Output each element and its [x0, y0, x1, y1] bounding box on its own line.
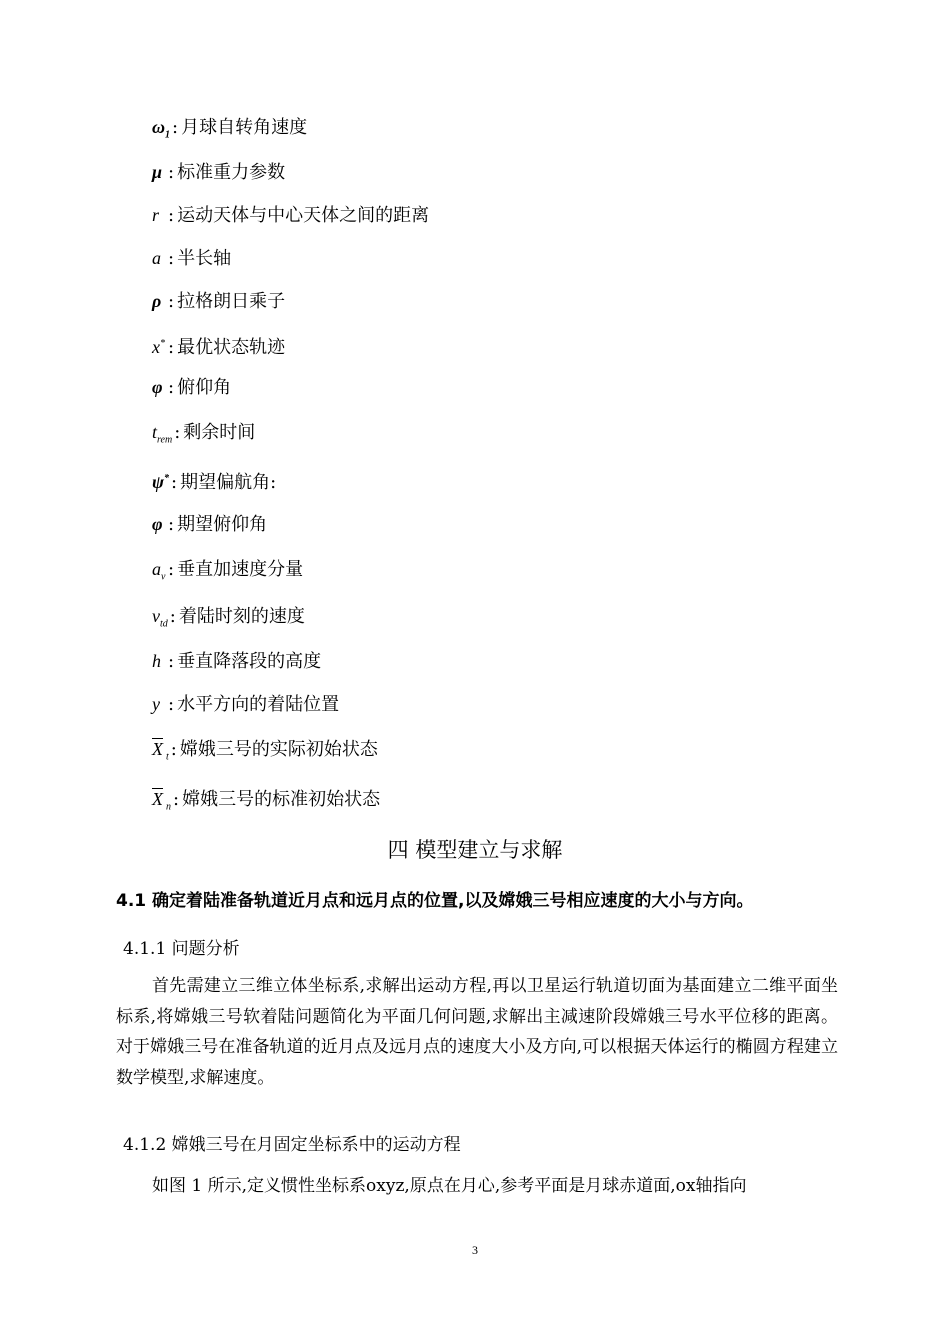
definition-colon: : — [169, 606, 176, 627]
symbol-base: φ — [152, 377, 163, 397]
symbol-subscript: td — [160, 618, 168, 630]
heading-4-1-1: 4.1.1 问题分析 — [123, 939, 240, 959]
symbol-subscript: 1 — [165, 129, 171, 141]
symbol-base: y — [152, 694, 160, 714]
section-title: 四 模型建立与求解 — [387, 838, 563, 862]
paragraph-problem-analysis: 首先需建立三维立体坐标系,求解出运动方程,再以卫星运行轨道切面为基面建立二维平面坐标系,将嫦娥三号软着陆问题简化为平面几何问题,求解出主减速阶段嫦娥三号水平位移的距离。对于嫦娥三号在准备轨道的近月点及远月点的速度大小及方向,可以根据天体运行的椭圆方程建立数学模型,求解速度。 — [116, 976, 838, 1088]
symbol-base: μ — [152, 162, 163, 182]
symbol-base: h — [152, 651, 161, 671]
symbol-base: a — [152, 559, 161, 579]
symbol-definition-row — [152, 376, 231, 399]
symbol-description: 半长轴 — [177, 248, 232, 269]
symbol — [152, 650, 166, 672]
symbol — [152, 333, 166, 358]
symbol-base: ω — [152, 117, 166, 137]
symbol-description: 最优状态轨迹 — [177, 337, 286, 358]
symbol-definition-row — [152, 738, 378, 769]
symbol — [152, 376, 166, 398]
symbol — [152, 558, 166, 589]
symbol-description: 垂直加速度分量 — [177, 559, 304, 580]
definition-colon: : — [168, 205, 175, 226]
symbol-definition-row — [152, 247, 231, 270]
symbol-definition-row — [152, 558, 303, 589]
symbol-description: 垂直降落段的高度 — [177, 651, 322, 672]
definition-colon: : — [172, 117, 179, 138]
symbol-definition-row — [152, 605, 305, 636]
definition-colon: : — [173, 789, 180, 810]
symbol-description: 水平方向的着陆位置 — [177, 694, 340, 715]
symbol-base: ψ — [152, 472, 165, 492]
symbol-subscript: rem — [157, 434, 173, 446]
symbol-base: r — [152, 205, 160, 225]
definition-colon: : — [170, 739, 177, 760]
heading-4-1-2: 4.1.2 嫦娥三号在月固定坐标系中的运动方程 — [123, 1135, 461, 1155]
symbol-base: $\overline{X}$ — [152, 789, 163, 809]
symbol — [152, 693, 166, 715]
page-number: 3 — [472, 1243, 478, 1257]
symbol-definition-row — [152, 693, 339, 716]
symbol-definition-row — [152, 421, 255, 452]
symbol — [152, 421, 172, 452]
symbol-definition-row — [152, 116, 307, 147]
definition-colon: : — [168, 377, 175, 398]
symbol-base: t — [152, 422, 158, 442]
symbol-definition-row — [152, 513, 267, 536]
definition-colon: : — [174, 422, 181, 443]
symbol-description: 嫦娥三号的实际初始状态 — [179, 739, 378, 760]
symbol — [152, 247, 166, 269]
heading-4-1: 4.1 确定着陆准备轨道近月点和远月点的位置,以及嫦娥三号相应速度的大小与方向。 — [116, 891, 754, 911]
symbol-definition-row — [152, 788, 380, 819]
paragraph-motion-equation: 如图 1 所示,定义惯性坐标系oxyz,原点在月心,参考平面是月球赤道面,ox轴指向 — [152, 1176, 747, 1196]
symbol-description: 月球自转角速度 — [181, 117, 308, 138]
symbol-base: x — [152, 337, 160, 357]
symbol — [152, 513, 166, 535]
symbol-description: 运动天体与中心天体之间的距离 — [177, 205, 430, 226]
symbol-subscript: n — [166, 801, 171, 813]
symbol-superscript: * — [160, 338, 165, 349]
definition-colon: : — [168, 559, 175, 580]
definition-colon: : — [168, 162, 175, 183]
symbol — [152, 468, 169, 493]
symbol-superscript: * — [164, 473, 170, 484]
symbol-description: 剩余时间 — [183, 422, 256, 443]
symbol-base: a — [152, 248, 161, 268]
symbol-definition-row — [152, 204, 429, 227]
symbol-description: 期望俯仰角 — [177, 514, 268, 535]
symbol-definition-row — [152, 290, 285, 313]
symbol — [152, 788, 171, 819]
symbol-description: 嫦娥三号的标准初始状态 — [182, 789, 381, 810]
definition-colon: : — [168, 514, 175, 535]
definition-colon: : — [168, 248, 175, 269]
symbol-subscript: t — [166, 751, 169, 763]
symbol-description: 拉格朗日乘子 — [177, 291, 286, 312]
symbol-base: ρ — [152, 291, 162, 311]
symbol — [152, 116, 170, 147]
symbol-subscript: v — [161, 571, 166, 583]
definition-colon: : — [171, 472, 178, 493]
symbol — [152, 204, 166, 226]
symbol-definition-row — [152, 468, 276, 494]
symbol — [152, 290, 166, 312]
symbol — [152, 161, 166, 183]
definition-colon: : — [168, 337, 175, 358]
symbol-base: φ — [152, 514, 163, 534]
symbol-definition-row — [152, 161, 285, 184]
symbol — [152, 605, 168, 636]
symbol-description: 俯仰角 — [177, 377, 232, 398]
symbol-definition-row — [152, 650, 321, 673]
definition-colon: : — [168, 651, 175, 672]
symbol-base: v — [152, 606, 160, 626]
symbol-base: $\overline{X}$ — [152, 739, 163, 759]
symbol-description: 着陆时刻的速度 — [178, 606, 305, 627]
symbol — [152, 738, 169, 769]
symbol-description: 期望偏航角: — [180, 472, 277, 493]
symbol-description: 标准重力参数 — [177, 162, 286, 183]
definition-colon: : — [168, 291, 175, 312]
symbol-definition-row — [152, 333, 285, 359]
definition-colon: : — [168, 694, 175, 715]
